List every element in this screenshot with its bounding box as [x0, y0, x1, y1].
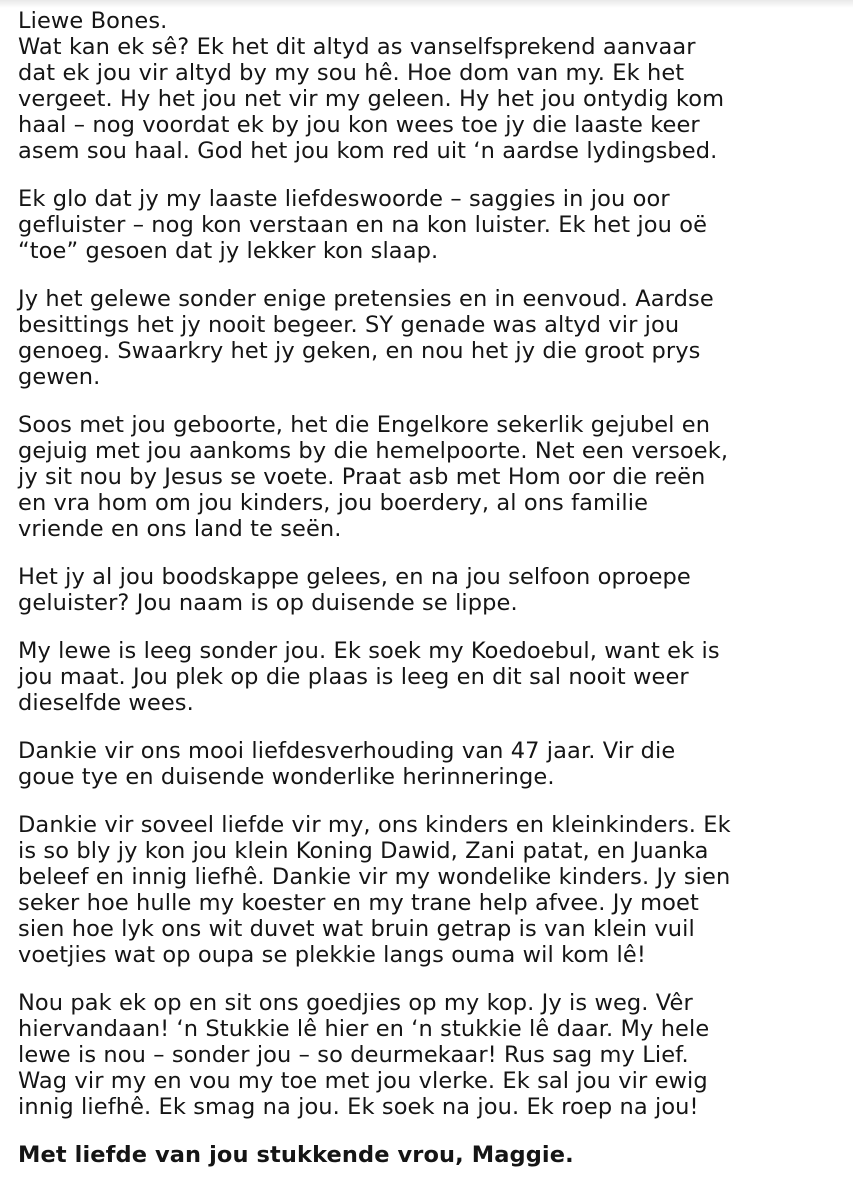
paragraph-gap	[18, 716, 848, 738]
text-line: goue tye en duisende wonderlike herinneringe.	[18, 764, 555, 790]
text-line: haal – nog voordat ek by jou kon wees toe jy die laaste keer	[18, 112, 700, 138]
letter-paragraph	[18, 738, 848, 790]
text-line: vriende en ons land te seën.	[18, 516, 342, 542]
text-line: geluister? Jou naam is op duisende se lippe.	[18, 590, 518, 616]
text-line: Dankie vir ons mooi liefdesverhouding van 47 jaar. Vir die	[18, 738, 676, 764]
signature: Met liefde van jou stukkende vrou, Maggie.	[18, 1142, 574, 1168]
letter-paragraph	[18, 34, 848, 164]
text-line: vergeet. Hy het jou net vir my geleen. Hy het jou ontydig kom	[18, 86, 725, 112]
text-line: gefluister – nog kon verstaan en na kon luister. Ek het jou oë	[18, 212, 708, 238]
text-line: dieselfde wees.	[18, 690, 194, 716]
text-line: innig liefhê. Ek smag na jou. Ek soek na jou. Ek roep na jou!	[18, 1094, 699, 1120]
text-line: lewe is nou – sonder jou – so deurmekaar! Rus sag my Lief.	[18, 1042, 689, 1068]
text-line: besittings het jy nooit begeer. SY genade was altyd vir jou	[18, 312, 680, 338]
letter-paragraph	[18, 638, 848, 716]
letter-paragraph	[18, 990, 848, 1120]
text-line: Jy het gelewe sonder enige pretensies en in eenvoud. Aardse	[18, 286, 714, 312]
text-line: Ek glo dat jy my laaste liefdeswoorde – saggies in jou oor	[18, 186, 670, 212]
letter-paragraph	[18, 564, 848, 616]
paragraph-gap	[18, 616, 848, 638]
paragraph-gap	[18, 968, 848, 990]
text-line: Het jy al jou boodskappe gelees, en na jou selfoon oproepe	[18, 564, 691, 590]
paragraph-gap	[18, 264, 848, 286]
letter-paragraph	[18, 412, 848, 542]
text-line: Dankie vir soveel liefde vir my, ons kinders en kleinkinders. Ek	[18, 812, 731, 838]
letter-paragraph	[18, 186, 848, 264]
paragraph-gap	[18, 542, 848, 564]
paragraph-gap	[18, 790, 848, 812]
text-line: sien hoe lyk ons wit duvet wat bruin getrap is van klein vuil	[18, 916, 695, 942]
text-line: jy sit nou by Jesus se voete. Praat asb met Hom oor die reën	[18, 464, 706, 490]
text-line: My lewe is leeg sonder jou. Ek soek my Koedoebul, want ek is	[18, 638, 720, 664]
scan-top-edge	[0, 0, 853, 8]
salutation: Liewe Bones.	[18, 8, 168, 34]
letter-paragraphs	[18, 34, 848, 1120]
text-line: Wag vir my en vou my toe met jou vlerke. Ek sal jou vir ewig	[18, 1068, 708, 1094]
paragraph-gap	[18, 1120, 848, 1142]
text-line: en vra hom om jou kinders, jou boerdery, al ons familie	[18, 490, 649, 516]
text-line: beleef en innig liefhê. Dankie vir my wondelike kinders. Jy sien	[18, 864, 731, 890]
paragraph-gap	[18, 390, 848, 412]
text-line: asem sou haal. God het jou kom red uit ‘n aardse lydingsbed.	[18, 138, 718, 164]
letter-body	[18, 8, 848, 1168]
text-line: hiervandaan! ‘n Stukkie lê hier en ‘n stukkie lê daar. My hele	[18, 1016, 710, 1042]
text-line: voetjies wat op oupa se plekkie langs ouma wil kom lê!	[18, 942, 646, 968]
text-line: “toe” gesoen dat jy lekker kon slaap.	[18, 238, 439, 264]
text-line: is so bly jy kon jou klein Koning Dawid, Zani patat, en Juanka	[18, 838, 709, 864]
letter-paragraph	[18, 812, 848, 968]
text-line: jou maat. Jou plek op die plaas is leeg en dit sal nooit weer	[18, 664, 689, 690]
text-line: gejuig met jou aankoms by die hemelpoorte. Net een versoek,	[18, 438, 729, 464]
text-line: Nou pak ek op en sit ons goedjies op my kop. Jy is weg. Vêr	[18, 990, 693, 1016]
text-line: Soos met jou geboorte, het die Engelkore sekerlik gejubel en	[18, 412, 711, 438]
letter-paragraph	[18, 286, 848, 390]
text-line: gewen.	[18, 364, 101, 390]
text-line: genoeg. Swaarkry het jy geken, en nou het jy die groot prys	[18, 338, 701, 364]
text-line: seker hoe hulle my koester en my trane help afvee. Jy moet	[18, 890, 699, 916]
paragraph-gap	[18, 164, 848, 186]
text-line: dat ek jou vir altyd by my sou hê. Hoe dom van my. Ek het	[18, 60, 685, 86]
text-line: Wat kan ek sê? Ek het dit altyd as vanselfsprekend aanvaar	[18, 34, 696, 60]
